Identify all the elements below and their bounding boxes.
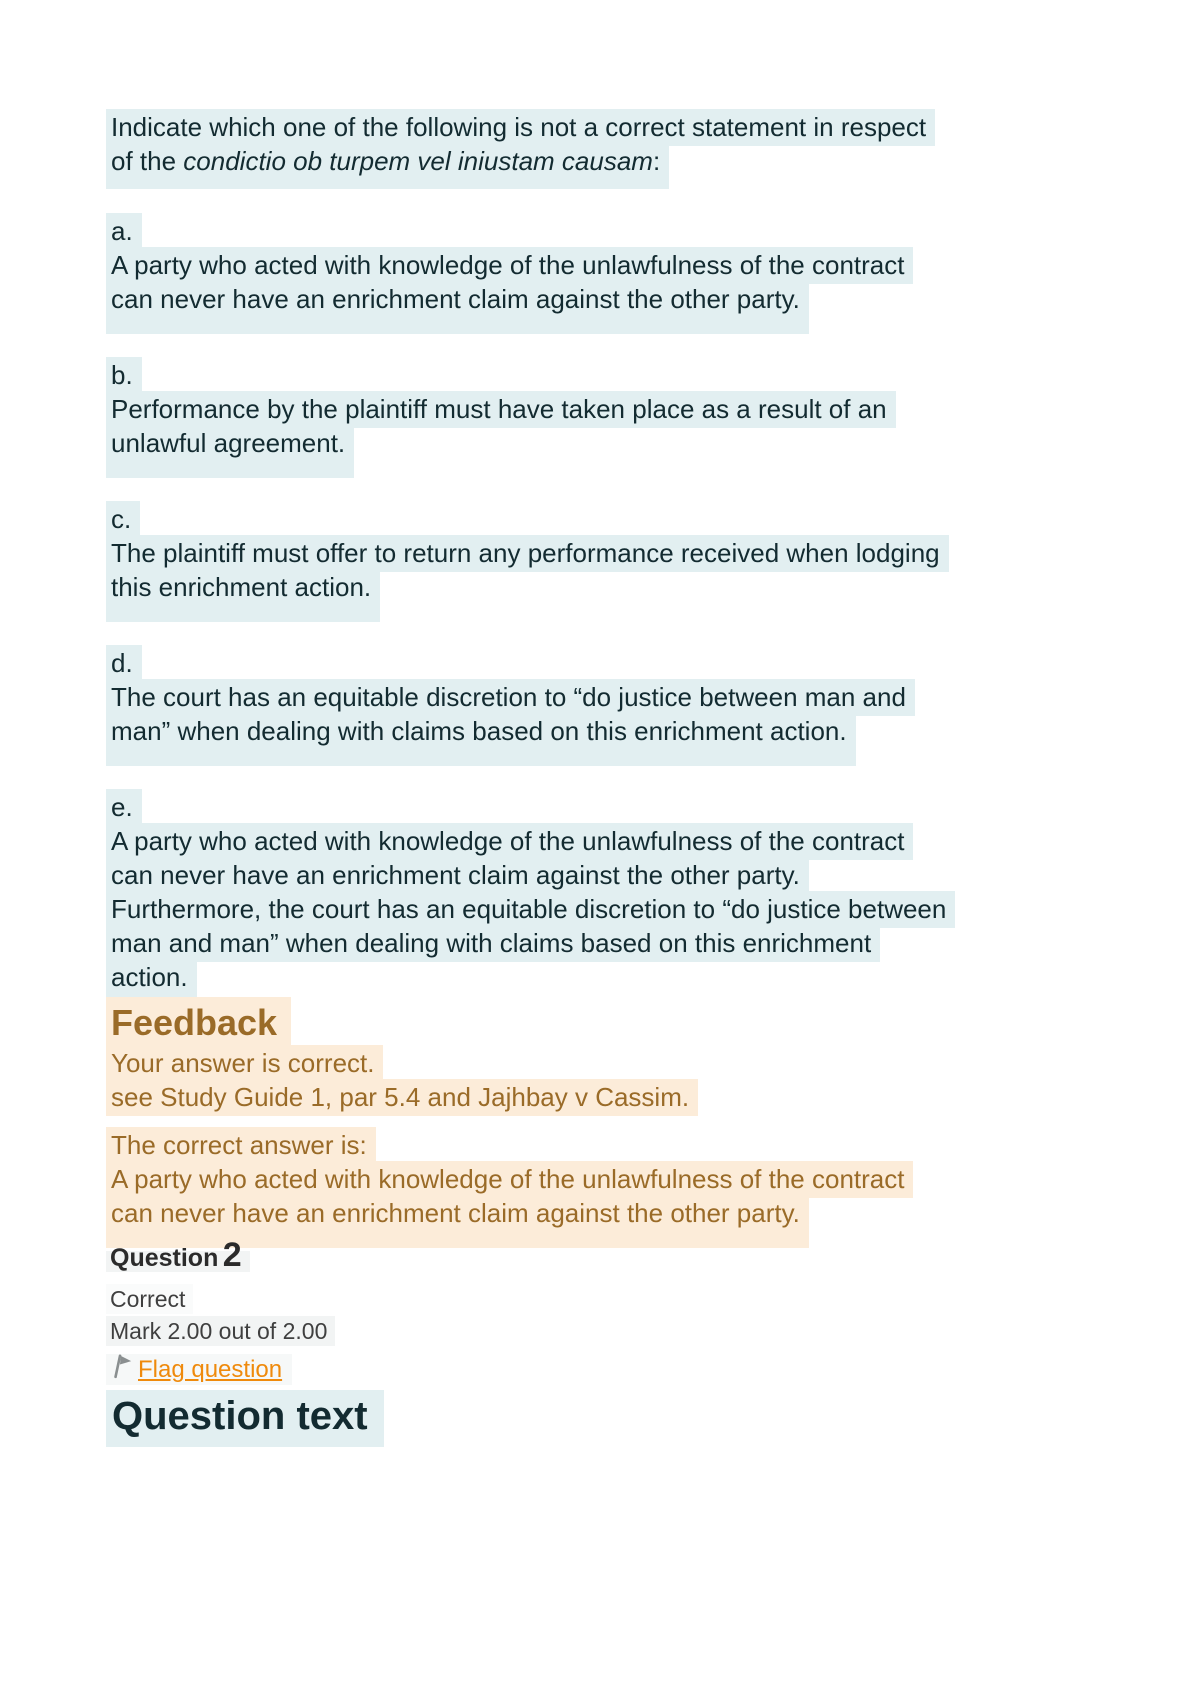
option-d <box>106 646 1170 748</box>
mark-text: Mark 2.00 out of 2.00 <box>106 1316 335 1346</box>
option-c <box>106 502 1170 604</box>
option-e-letter: e. <box>106 789 142 826</box>
feedback-correct-answer-line-2: can never have an enrichment claim against the other party. <box>106 1195 809 1248</box>
flag-question-link[interactable]: Flag question <box>138 1356 283 1383</box>
feedback-correct-answer-line-1: A party who acted with knowledge of the unlawfulness of the contract <box>106 1161 913 1198</box>
option-c-line-2: this enrichment action. <box>106 569 380 622</box>
option-b <box>106 358 1170 460</box>
option-d-line-2: man” when dealing with claims based on this enrichment action. <box>106 713 856 766</box>
feedback-correct-intro: The correct answer is: <box>106 1127 376 1164</box>
feedback-result-line: Your answer is correct. <box>106 1045 383 1082</box>
feedback-heading-text: Feedback <box>106 997 291 1050</box>
option-e-line-2: can never have an enrichment claim against the other party. <box>106 857 809 894</box>
latin-term-italic: condictio ob turpem vel iniustam causam <box>183 146 653 176</box>
question-intro-line-2 <box>106 143 669 189</box>
option-e-line-5: action. <box>106 959 197 1012</box>
option-b-line-2: unlawful agreement. <box>106 425 354 478</box>
question-intro-line-1: Indicate which one of the following is not a correct statement in respect <box>106 109 935 146</box>
option-e-line-3: Furthermore, the court has an equitable discretion to “do justice between <box>106 891 955 928</box>
status-badge: Correct <box>106 1284 193 1314</box>
option-c-letter: c. <box>106 501 140 538</box>
question-label: Question <box>110 1244 219 1272</box>
question-number-box <box>106 1236 250 1274</box>
option-b-letter: b. <box>106 357 142 394</box>
question-meta-block <box>106 1238 1170 1443</box>
option-a-line-2: can never have an enrichment claim against the other party. <box>106 281 809 334</box>
flag-question-box <box>106 1354 292 1385</box>
flag-question-row <box>106 1353 1170 1385</box>
option-a-letter: a. <box>106 213 142 250</box>
feedback-reference-line: see Study Guide 1, par 5.4 and Jajhbay v Cassim. <box>106 1079 698 1116</box>
feedback-result-paragraph <box>106 1046 1170 1114</box>
option-b-line-1: Performance by the plaintiff must have taken place as a result of an <box>106 391 896 428</box>
option-a-line-1: A party who acted with knowledge of the unlawfulness of the contract <box>106 247 913 284</box>
question-number: 2 <box>222 1236 242 1274</box>
option-c-line-1: The plaintiff must offer to return any performance received when lodging <box>106 535 949 572</box>
option-e-line-1: A party who acted with knowledge of the unlawfulness of the contract <box>106 823 913 860</box>
feedback-heading <box>106 1000 1170 1046</box>
question-mark-row <box>106 1317 1170 1345</box>
option-a <box>106 214 1170 316</box>
option-d-line-1: The court has an equitable discretion to “do justice between man and <box>106 679 915 716</box>
flag-icon <box>110 1353 132 1383</box>
option-e <box>106 790 1170 994</box>
intro-line2-suffix: : <box>652 146 661 176</box>
intro-line2-prefix: of the <box>111 146 184 176</box>
option-d-letter: d. <box>106 645 142 682</box>
feedback-correct-answer-paragraph <box>106 1128 1170 1230</box>
question-text-heading-text: Question text <box>106 1390 384 1447</box>
question-status-row <box>106 1285 1170 1313</box>
question-intro-paragraph <box>106 110 1170 178</box>
option-e-line-4: man and man” when dealing with claims based on this enrichment <box>106 925 880 962</box>
question-text-heading <box>106 1389 1170 1443</box>
